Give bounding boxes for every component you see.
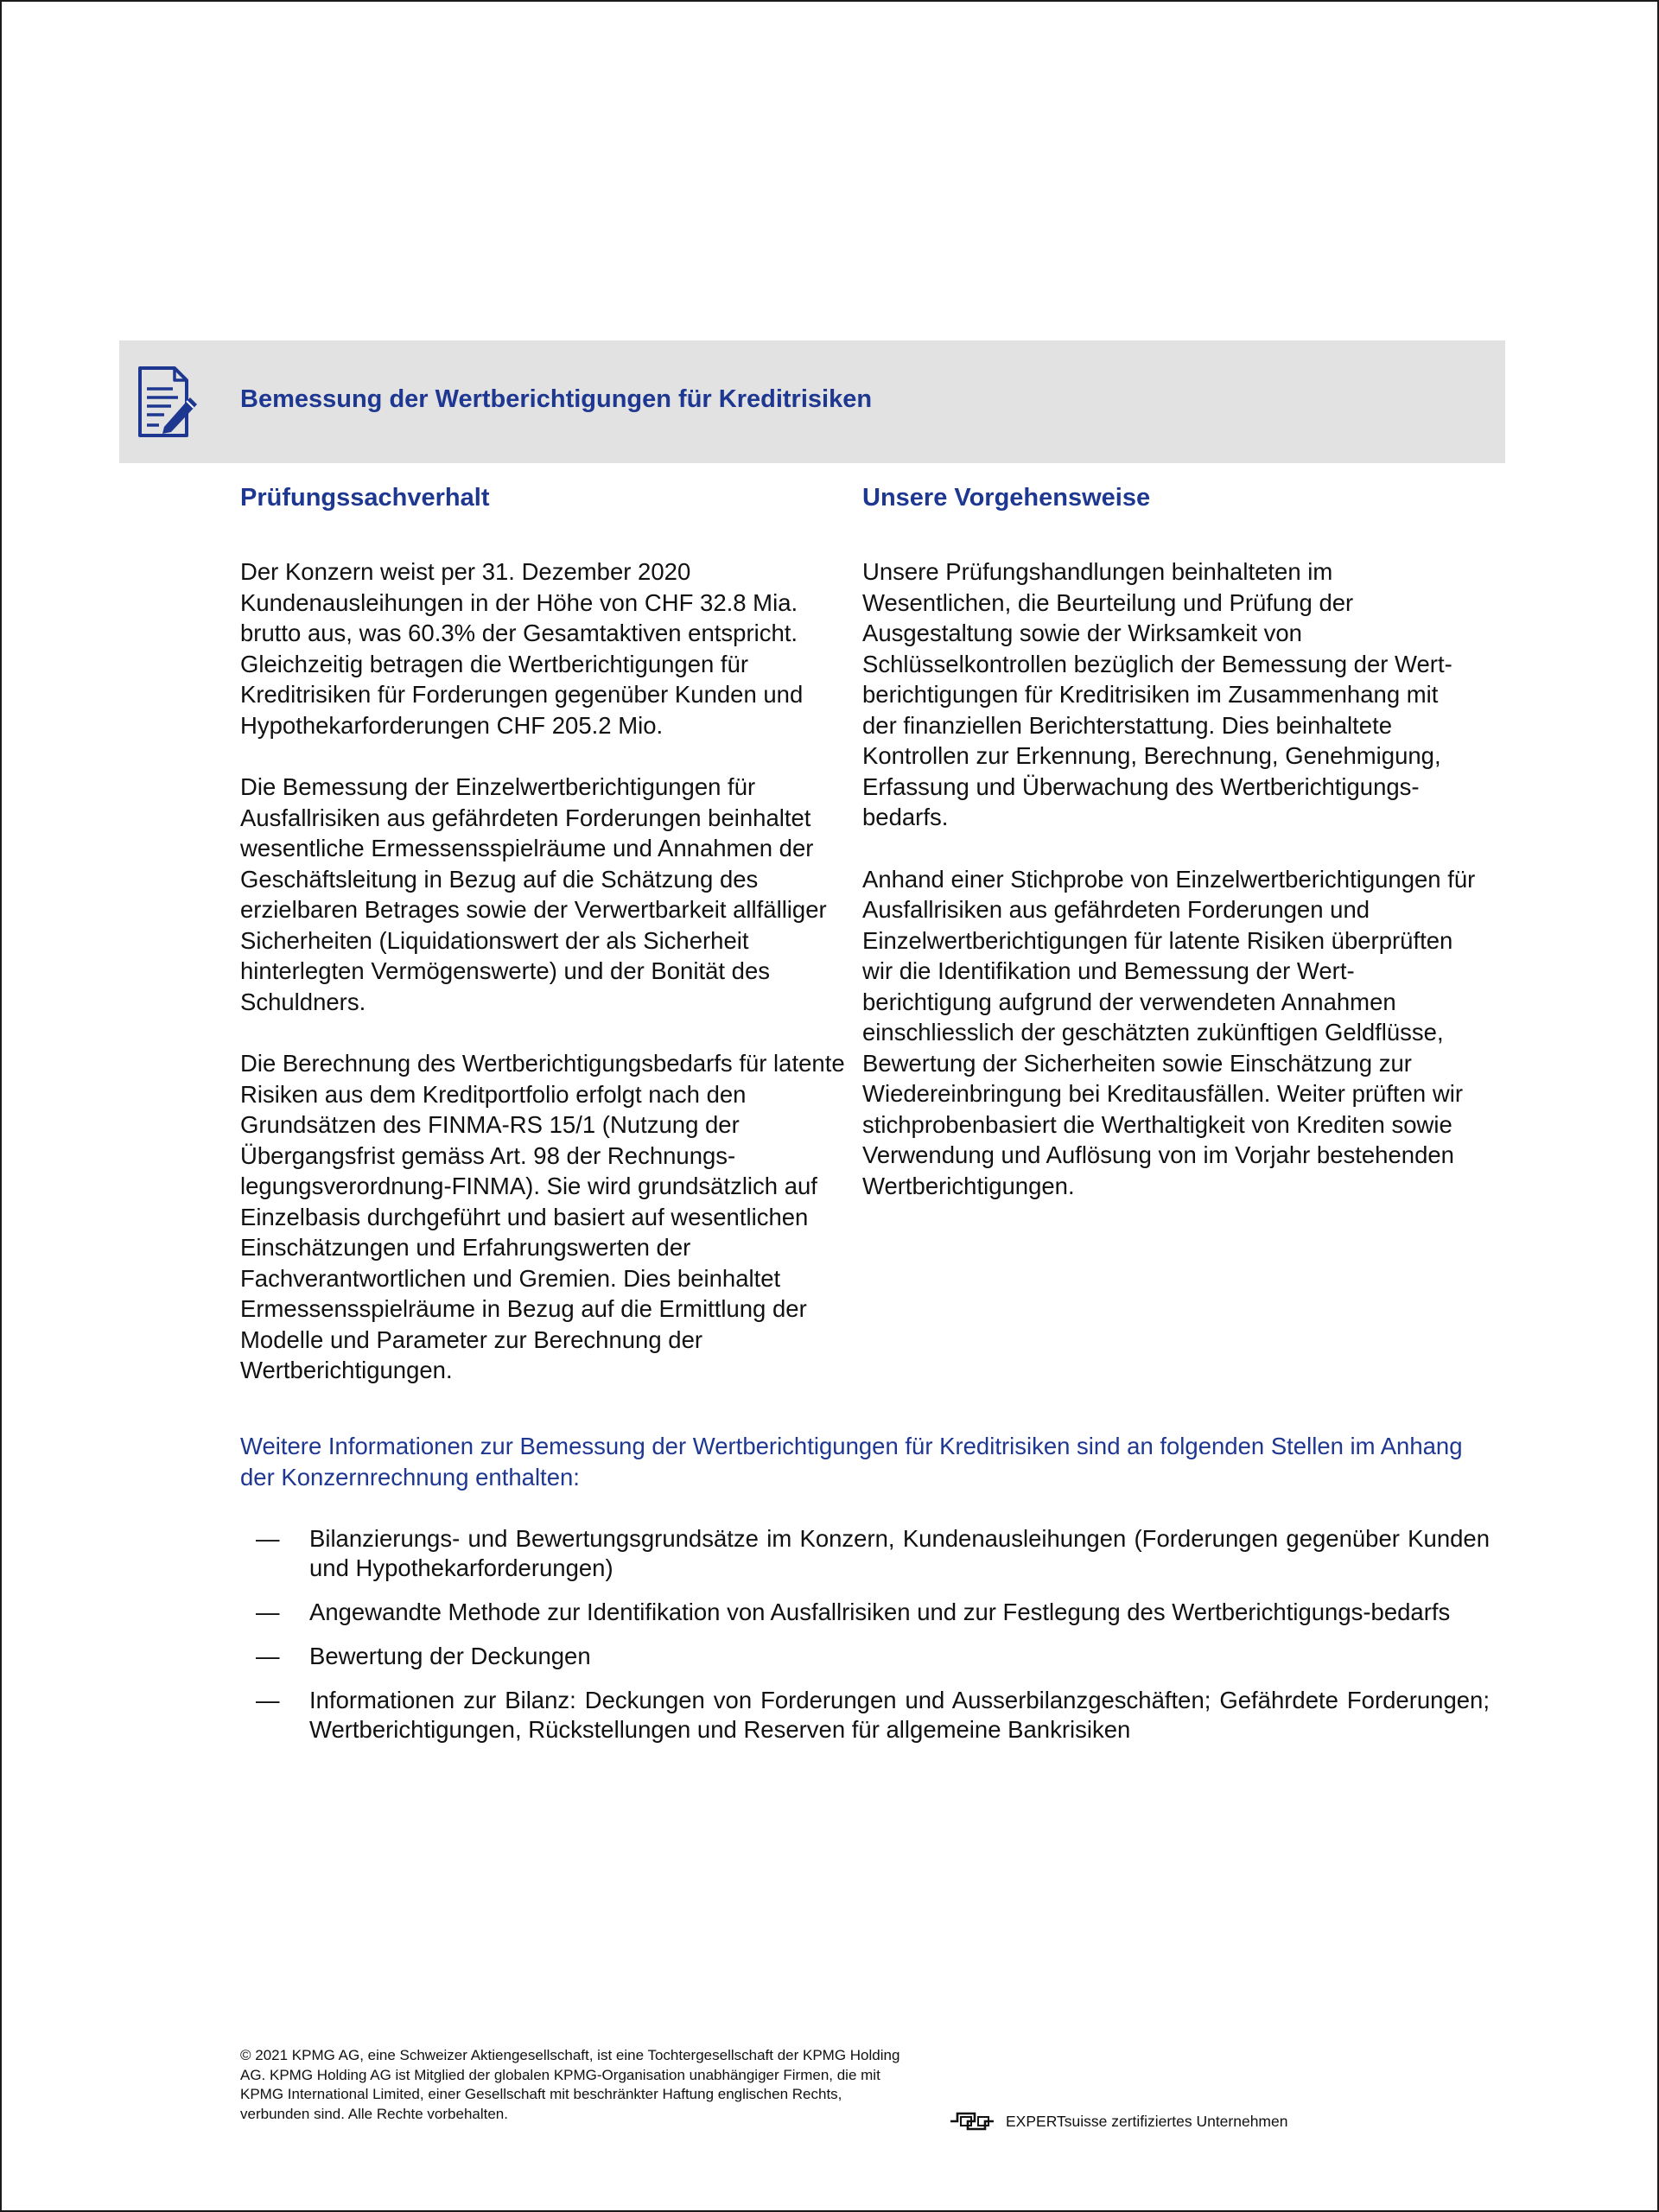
footer-certification [949, 2108, 1287, 2134]
list-item [240, 1524, 1490, 1583]
footer-legal-text: © 2021 KPMG AG, eine Schweizer Aktiengesellschaft, ist eine Tochtergesellschaft der KPMG Holding AG. KPMG Holding AG ist Mitglied der globalen KPMG-Organisation unabhängiger Firmen, die mit KPMG International Limited, einer Gesellschaft mit beschränkter Haftung englischen Rechts, verbunden sind. Alle Rechte vorbehalten. [240, 2047, 900, 2122]
list-item [240, 1598, 1490, 1627]
list-item-text: Bilanzierungs- und Bewertungsgrundsätze im Konzern, Kundenausleihungen (Forderungen gegenüber Kunden und Hypothekarforderungen) [309, 1525, 1490, 1581]
document-pen-icon [135, 363, 200, 441]
list-item-text: Bewertung der Deckungen [309, 1643, 591, 1669]
left-column [240, 482, 855, 1417]
left-paragraph: Die Bemessung der Einzelwertberichtigungen für Ausfallrisiken aus gefährdeten Forderungen beinhaltet wesentliche Ermessensspielräume und Annahmen der Geschäftsleitung in Bezug auf die Schätzung des erzielbaren Betrages sowie der Verwertbarkeit allfälliger Sicherheiten (Liquidationswert der als Sicherheit hinterlegten Vermögenswerte) und der Bonität des Schuldners. [240, 773, 827, 1015]
expertsuisse-logo-icon [949, 2110, 995, 2133]
left-column-heading: Prüfungssachverhalt [240, 484, 490, 512]
reference-list [240, 1524, 1490, 1759]
list-item [240, 1686, 1490, 1745]
right-paragraph: Anhand einer Stichprobe von Einzelwertberichtigungen für Ausfallrisiken aus gefährdeten Forderungen und Einzelwertberichtigungen für latente Risiken überprüften wir die Identifikation und Bemessung der Wert-berichtigung aufgrund der verwendeten Annahmen einschliesslich der geschätzten zukünftigen Geldflüsse, Bewertung der Sicherheiten sowie Einschätzung zur Wiedereinbringung bei Kreditausfällen. Weiter prüften wir stichprobenbasiert die Werthaltigkeit von Krediten sowie Verwendung und Auflösung von im Vorjahr bestehenden Wertberichtigungen. [862, 865, 1476, 1199]
right-column-heading: Unsere Vorgehensweise [862, 484, 1151, 512]
right-paragraph: Unsere Prüfungshandlungen beinhalteten im Wesentlichen, die Beurteilung und Prüfung der Ausgestaltung sowie der Wirksamkeit von Schlüsselkontrollen bezüglich der Bemessung der Wert-berichtigungen für Kreditrisiken im Zusammenhang mit der finanziellen Berichterstattung. Dies beinhaltete Kontrollen zur Erkennung, Berechnung, Genehmigung, Erfassung und Überwachung des Wertberichtigungs-bedarfs. [862, 558, 1452, 830]
dash-marker: — [256, 1599, 280, 1625]
left-paragraph: Der Konzern weist per 31. Dezember 2020 Kundenausleihungen in der Höhe von CHF 32.8 Mia. brutto aus, was 60.3% der Gesamtaktiven entspricht. Gleichzeitig betragen die Wertberichtigungen für Kreditrisiken für Forderungen gegenüber Kunden und Hypothekarforderungen CHF 205.2 Mio. [240, 558, 804, 739]
left-paragraph: Die Berechnung des Wertberichtigungsbedarfs für latente Risiken aus dem Kreditportfolio erfolgt nach den Grundsätzen des FINMA-RS 15/1 (Nutzung der Übergangsfrist gemäss Art. 98 der Rechnungs-legungsverordnung-FINMA). Sie wird grundsätzlich auf Einzelbasis durchgeführt und basiert auf wesentlichen Einschätzungen und Erfahrungswerten der Fachverantwortlichen und Gremien. Dies beinhaltet Ermessensspielräume in Bezug auf die Ermittlung der Modelle und Parameter zur Berechnung der Wertberichtigungen. [240, 1050, 845, 1383]
dash-marker: — [256, 1525, 280, 1552]
list-item [240, 1642, 1490, 1671]
section-banner [119, 340, 1505, 463]
list-item-text: Angewandte Methode zur Identifikation von Ausfallrisiken und zur Festlegung des Wertberichtigungs-bedarfs [309, 1599, 1451, 1625]
more-info-text: Weitere Informationen zur Bemessung der Wertberichtigungen für Kreditrisiken sind an folgenden Stellen im Anhang der Konzernrechnung enthalten: [240, 1433, 1463, 1491]
right-column [862, 482, 1478, 1232]
dash-marker: — [256, 1687, 280, 1713]
list-item-text: Informationen zur Bilanz: Deckungen von Forderungen und Ausserbilanzgeschäften; Gefährdete Forderungen; Wertberichtigungen, Rückstellungen und Reserven für allgemeine Bankrisiken [309, 1687, 1490, 1743]
dash-marker: — [256, 1643, 280, 1669]
section-title: Bemessung der Wertberichtigungen für Kreditrisiken [240, 385, 873, 413]
certification-text: EXPERTsuisse zertifiziertes Unternehmen [1006, 2112, 1288, 2130]
